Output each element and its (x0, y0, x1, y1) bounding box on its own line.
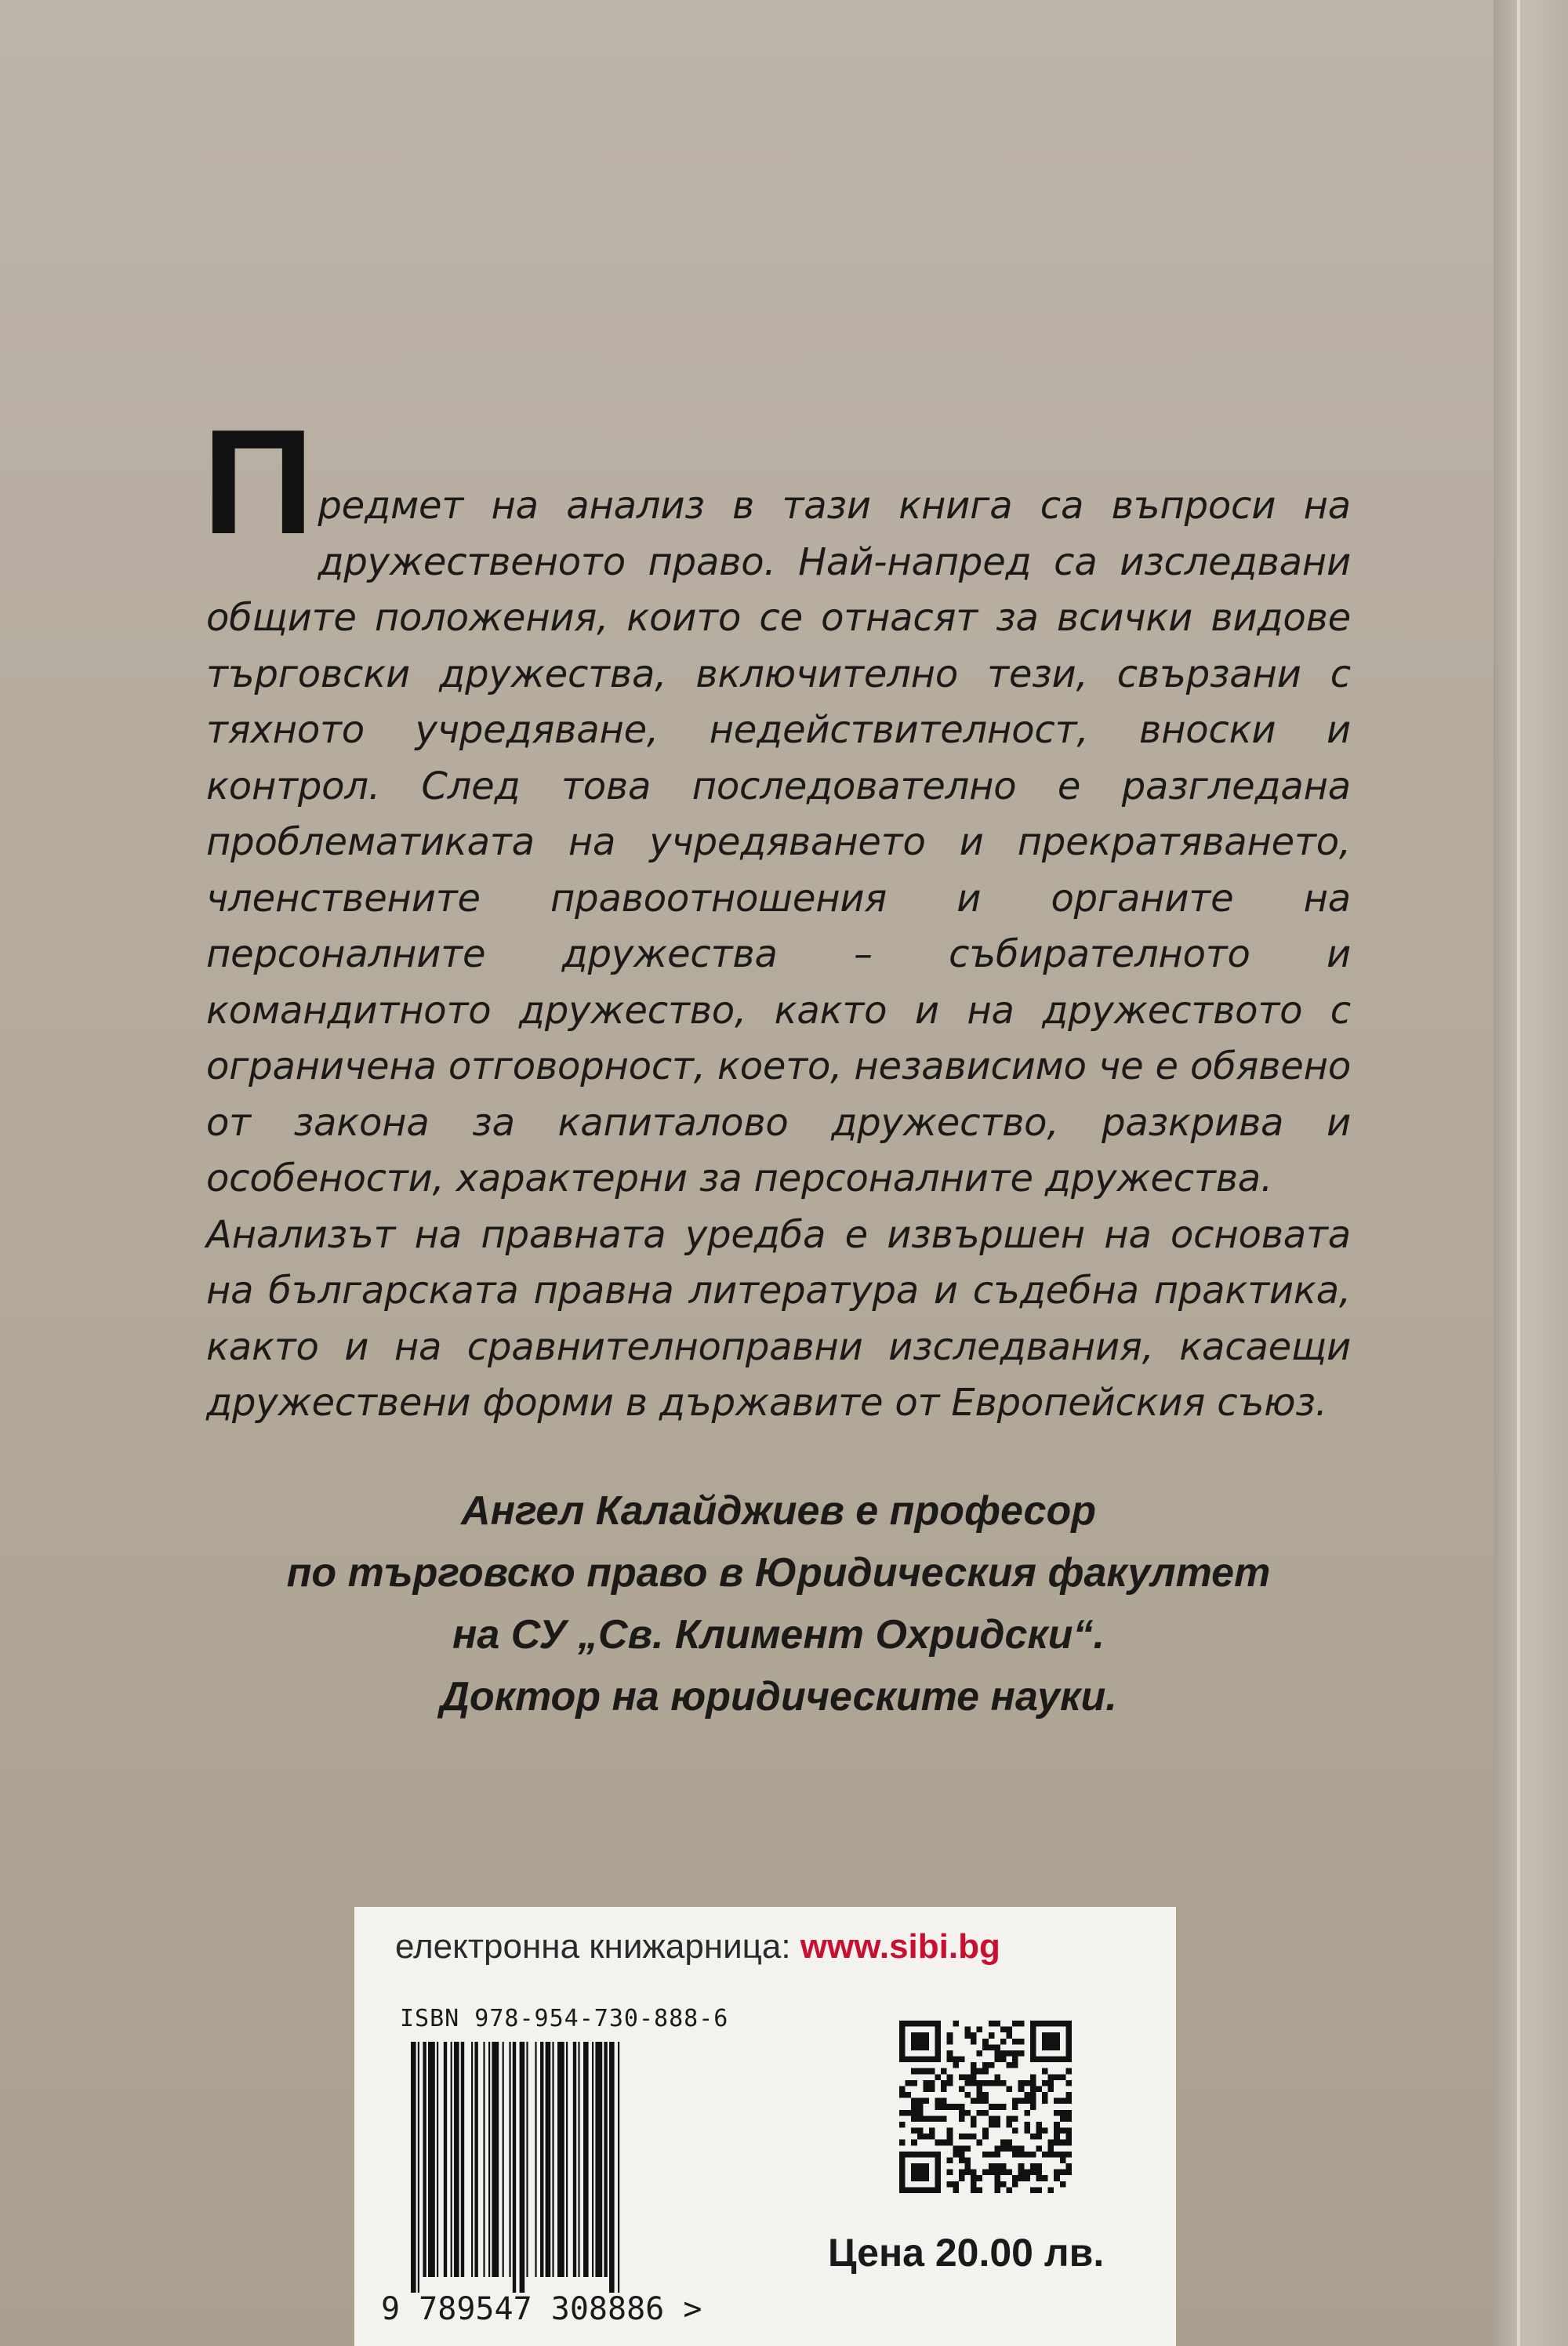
isbn-label: ISBN 978-954-730-888-6 (400, 2005, 729, 2032)
barcode-image (411, 2042, 771, 2293)
blurb-paragraph-1 (201, 399, 1351, 1208)
price-sticker (354, 1907, 1176, 2346)
author-note-line-1: Ангел Калайджиев е професор (461, 1488, 1096, 1534)
cover-edge (1494, 0, 1568, 2346)
price-label: Цена 20.00 лв. (828, 2231, 1105, 2275)
qr-code-image[interactable] (899, 2021, 1072, 2193)
shop-line (395, 1927, 1000, 1966)
author-note (206, 1480, 1351, 1728)
shop-label: електронна книжарница: (395, 1927, 791, 1966)
blurb-paragraph-2: Анализът на правната уредба е извършен на основата на българската правна литература и съдебна практика, както и на сравнителноправни изследвания, касаещи дружествени форми в държавите от Европейския съюз. (206, 1212, 1351, 1425)
blurb-text (201, 399, 1351, 1432)
author-note-line-2: по търговско право в Юридическия факултет (286, 1550, 1271, 1596)
drop-cap: П (201, 399, 314, 565)
author-note-line-4: Доктор на юридическите науки. (440, 1674, 1117, 1720)
blurb-paragraph-1-text: редмет на анализ в тази книга са въпроси на дружественото право. Най-напред са изследвани общите положения, които се отнасят за всички видове търговски дружества, включително тези, свързани с тяхното учредяване, недействителност, вноски и контрол. След това последователно е разгледана проблематиката на учредяването и прекратяването, членствените правоотношения и органите на персоналните дружества – събирателното и командитното дружество, както и на дружеството с ограничена отговорност, което, независимо че е обявено от закона за капиталово дружество, разкрива и особености, характерни за персоналните дружества. (206, 484, 1351, 1200)
author-note-line-3: на СУ „Св. Климент Охридски“. (452, 1612, 1105, 1658)
barcode-digits: 9 789547 308886 > (381, 2291, 702, 2327)
shop-url[interactable]: www.sibi.bg (800, 1927, 1000, 1966)
cover-edge-line (1517, 0, 1520, 2346)
